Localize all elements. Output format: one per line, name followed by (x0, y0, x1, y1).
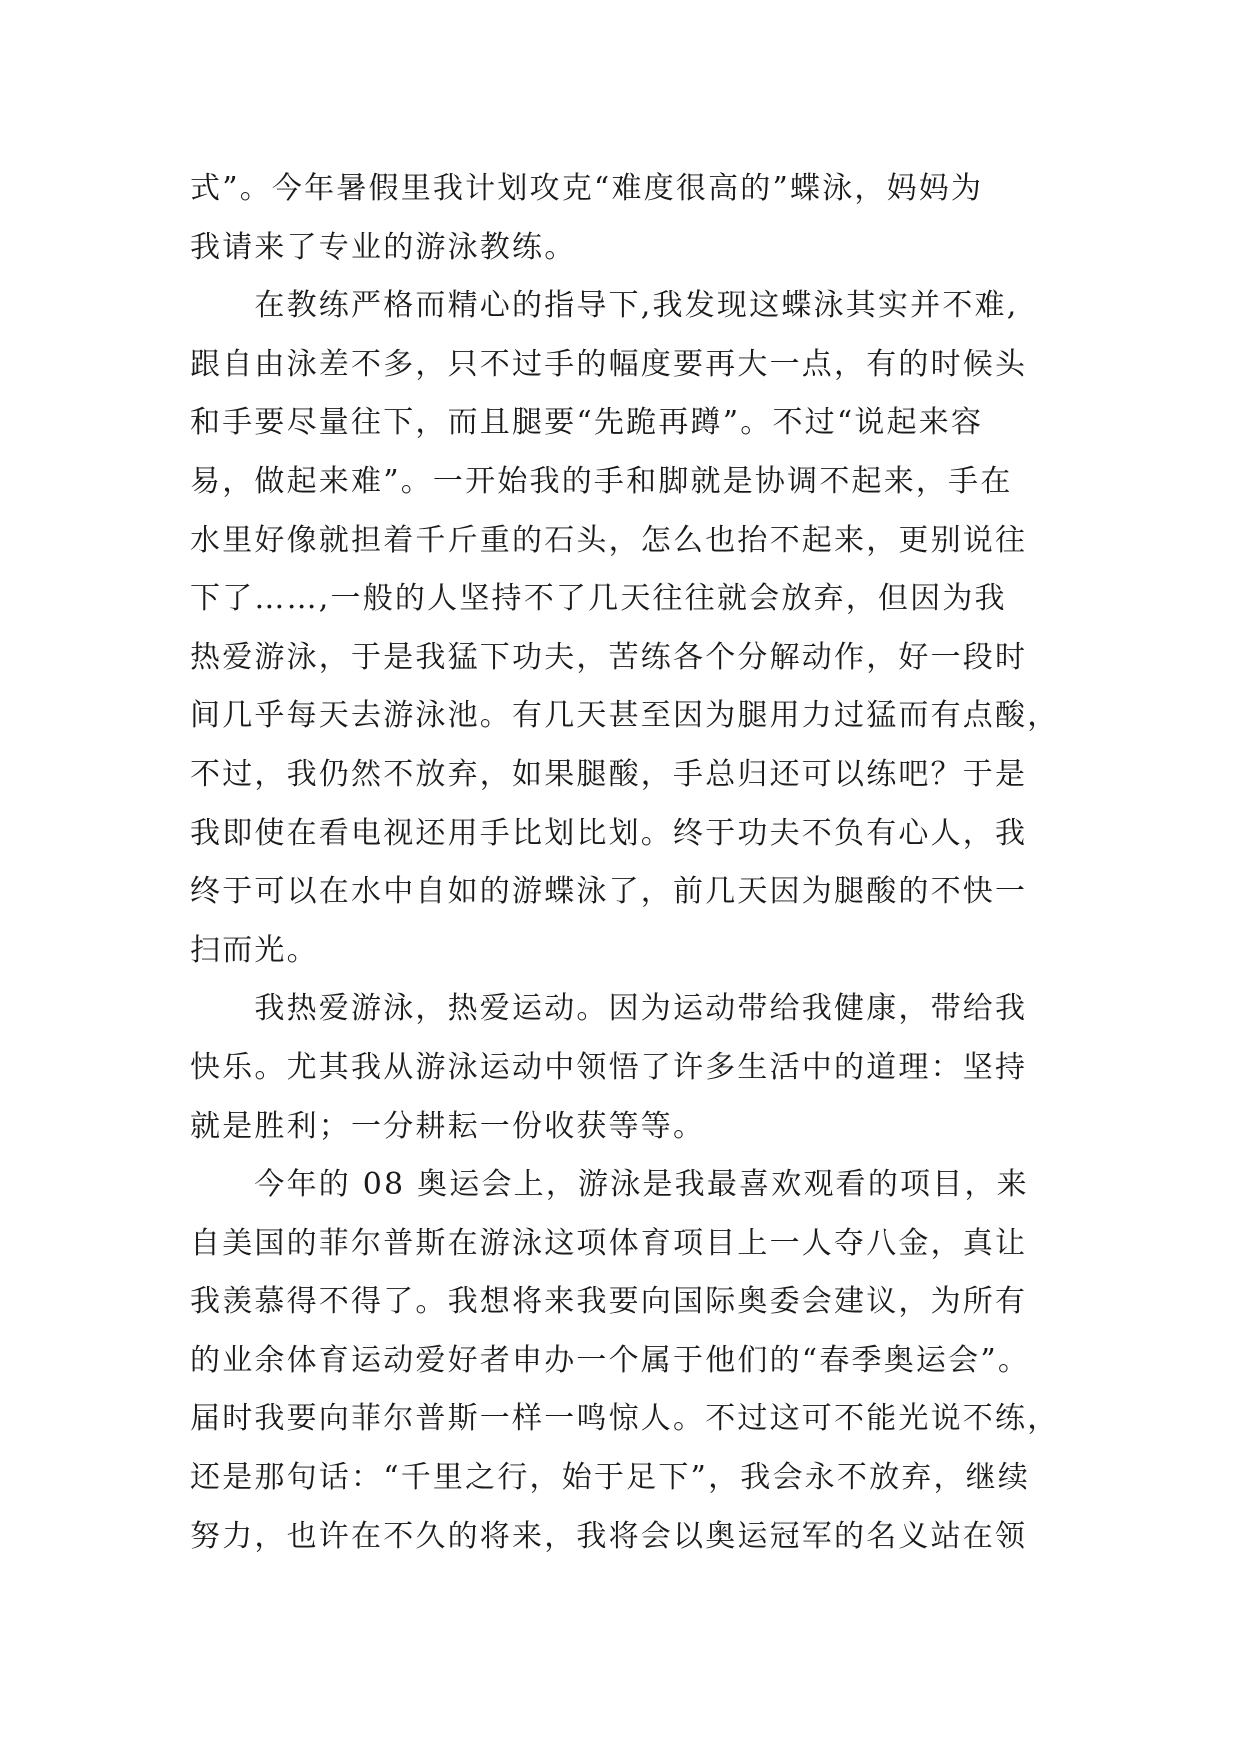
text-line: 我请来了专业的游泳教练。 (190, 229, 577, 265)
text-line: 在教练严格而精心的指导下,我发现这蝶泳其实并不难, (190, 288, 1019, 324)
text-line: 自美国的菲尔普斯在游泳这项体育项目上一人夺八金，真让 (190, 1225, 1028, 1261)
text-line: 下了……,一般的人坚持不了几天往往就会放弃，但因为我 (190, 581, 1007, 617)
text-line: 努力，也许在不久的将来，我将会以奥运冠军的名义站在领 (190, 1518, 1028, 1554)
text-line: 终于可以在水中自如的游蝶泳了，前几天因为腿酸的不快一 (190, 874, 1028, 910)
text-line: 快乐。尤其我从游泳运动中领悟了许多生活中的道理：坚持 (190, 1049, 1028, 1085)
text-line: 和手要尽量往下，而且腿要“先跪再蹲”。不过“说起来容 (190, 405, 984, 441)
text-line: 易，做起来难”。一开始我的手和脚就是协调不起来，手在 (190, 463, 1013, 499)
text-line: 跟自由泳差不多，只不过手的幅度要再大一点，有的时候头 (190, 346, 1028, 382)
text-line: 我即使在看电视还用手比划比划。终于功夫不负有心人，我 (190, 815, 1028, 851)
text-line: 热爱游泳，于是我猛下功夫，苦练各个分解动作，好一段时 (190, 639, 1028, 675)
text-line: 间几乎每天去游泳池。有几天甚至因为腿用力过猛而有点酸， (190, 698, 1060, 734)
text-line: 今年的 08 奥运会上，游泳是我最喜欢观看的项目，来 (190, 1167, 1029, 1203)
text-line: 届时我要向菲尔普斯一样一鸣惊人。不过这可不能光说不练， (190, 1401, 1060, 1437)
text-line: 我热爱游泳，热爱运动。因为运动带给我健康，带给我 (190, 991, 1028, 1027)
text-line: 就是胜利；一分耕耘一份收获等等。 (190, 1108, 706, 1144)
text-line: 还是那句话：“千里之行，始于足下”，我会永不放弃，继续 (190, 1460, 1031, 1496)
text-line: 我羡慕得不得了。我想将来我要向国际奥委会建议，为所有 (190, 1284, 1028, 1320)
text-line: 水里好像就担着千斤重的石头，怎么也抬不起来，更别说往 (190, 522, 1028, 558)
essay-body (190, 160, 1070, 1566)
text-line: 不过，我仍然不放弃，如果腿酸，手总归还可以练吧？于是 (190, 756, 1028, 792)
text-line: 扫而光。 (190, 932, 319, 968)
text-line: 式”。今年暑假里我计划攻克“难度很高的”蝶泳，妈妈为 (190, 171, 984, 206)
text-line: 的业余体育运动爱好者申办一个属于他们的“春季奥运会”。 (190, 1342, 1031, 1378)
